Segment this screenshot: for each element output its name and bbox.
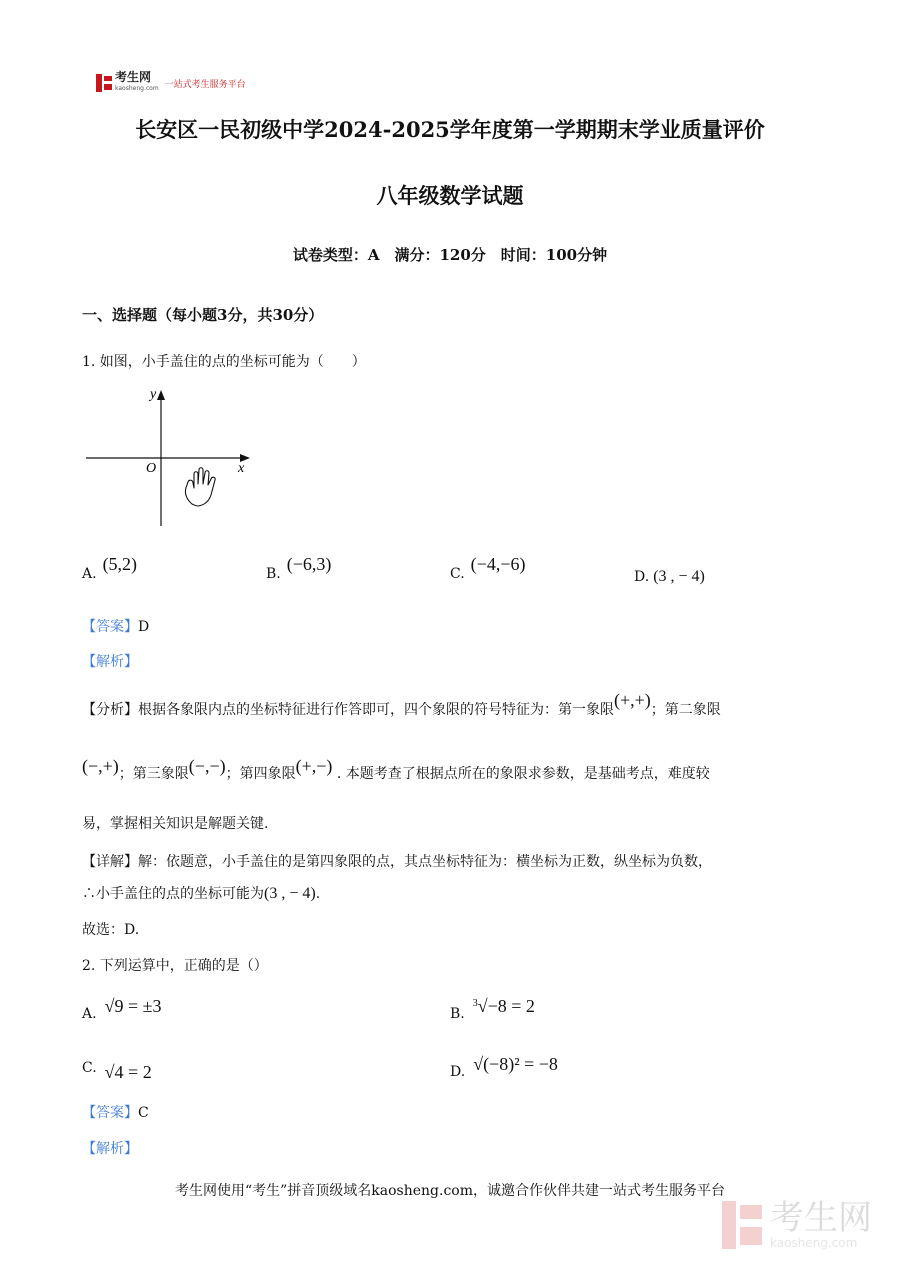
page-footer: 考生网使用“考生”拼音顶级域名kaosheng.com，诚邀合作伙伴共建一站式考生服务平台 [174, 1183, 726, 1199]
logo-mark-icon [96, 74, 112, 92]
q1-fenxi: 【分析】根据各象限内点的坐标特征进行作答即可，四个象限的符号特征为：第一象限(+,+)；第二象限 [82, 690, 721, 718]
q1-answer: 【答案】D [82, 619, 150, 635]
q1-option-b[interactable]: B. (−6,3) [266, 554, 332, 582]
q1-stem: 1. 如图，小手盖住的点的坐标可能为（ ） [82, 354, 366, 370]
q2-option-c[interactable]: C. √4 = 2 [82, 1060, 152, 1082]
y-axis-label: y [150, 387, 157, 402]
q2-option-a[interactable]: A. √9 = ±3 [82, 996, 162, 1022]
q2-stem: 2. 下列运算中，正确的是（） [82, 958, 268, 974]
q1-choose: 故选：D. [82, 922, 140, 938]
q1-option-d[interactable]: D. (3 , − 4) [634, 568, 705, 585]
logo-slogan: 一站式考生服务平台 [164, 79, 246, 90]
q1-analysis-tag: 【解析】 [82, 654, 138, 670]
q2-answer: 【答案】C [82, 1105, 149, 1121]
exam-subtitle: 八年级数学试题 [376, 183, 524, 208]
watermark-logo-icon [722, 1201, 762, 1249]
q2-option-d[interactable]: D. √(−8)² = −8 [450, 1054, 558, 1080]
site-logo[interactable] [96, 72, 246, 94]
q2-analysis-tag: 【解析】 [82, 1141, 138, 1157]
logo-domain: kaosheng.com [115, 85, 159, 92]
exam-title: 长安区一民初级中学2024-2025学年度第一学期期末学业质量评价 [135, 117, 765, 142]
exam-meta: 试卷类型：A 满分：120分 时间：100分钟 [292, 246, 608, 264]
q1-option-a[interactable]: A. (5,2) [82, 554, 138, 582]
x-axis-label: x [238, 461, 245, 476]
origin-label: O [146, 461, 157, 476]
q1-figure [84, 384, 254, 529]
logo-name: 考生网 kaosheng.com [115, 70, 159, 92]
watermark [722, 1200, 872, 1250]
q1-option-c[interactable]: C. (−4,−6) [450, 554, 526, 582]
hand-icon [185, 468, 215, 506]
watermark-domain: kaosheng.com [770, 1236, 858, 1250]
q1-detail-line2: ∴小手盖住的点的坐标可能为(3 , − 4). [82, 885, 321, 902]
section-title: 一、选择题（每小题3分，共30分） [82, 306, 324, 324]
cube-root-index: 3 [472, 998, 478, 1010]
watermark-name: 考生网 [770, 1198, 872, 1238]
q2-option-b[interactable]: B.$^3$√−8 = 2 [450, 996, 535, 1022]
q1-detail: 【详解】解：依题意，小手盖住的是第四象限的点，其点坐标特征为：横坐标为正数，纵坐标为负数， [82, 854, 712, 870]
q1-fenxi-line3: 易，掌握相关知识是解题关键. [82, 816, 269, 832]
q1-fenxi-line2: (−,+)；第三象限(−,−)；第四象限(+,−) . 本题考查了根据点所在的象限求参数，是基础考点，难度较 [82, 756, 710, 782]
y-axis-arrow-icon [157, 390, 165, 400]
